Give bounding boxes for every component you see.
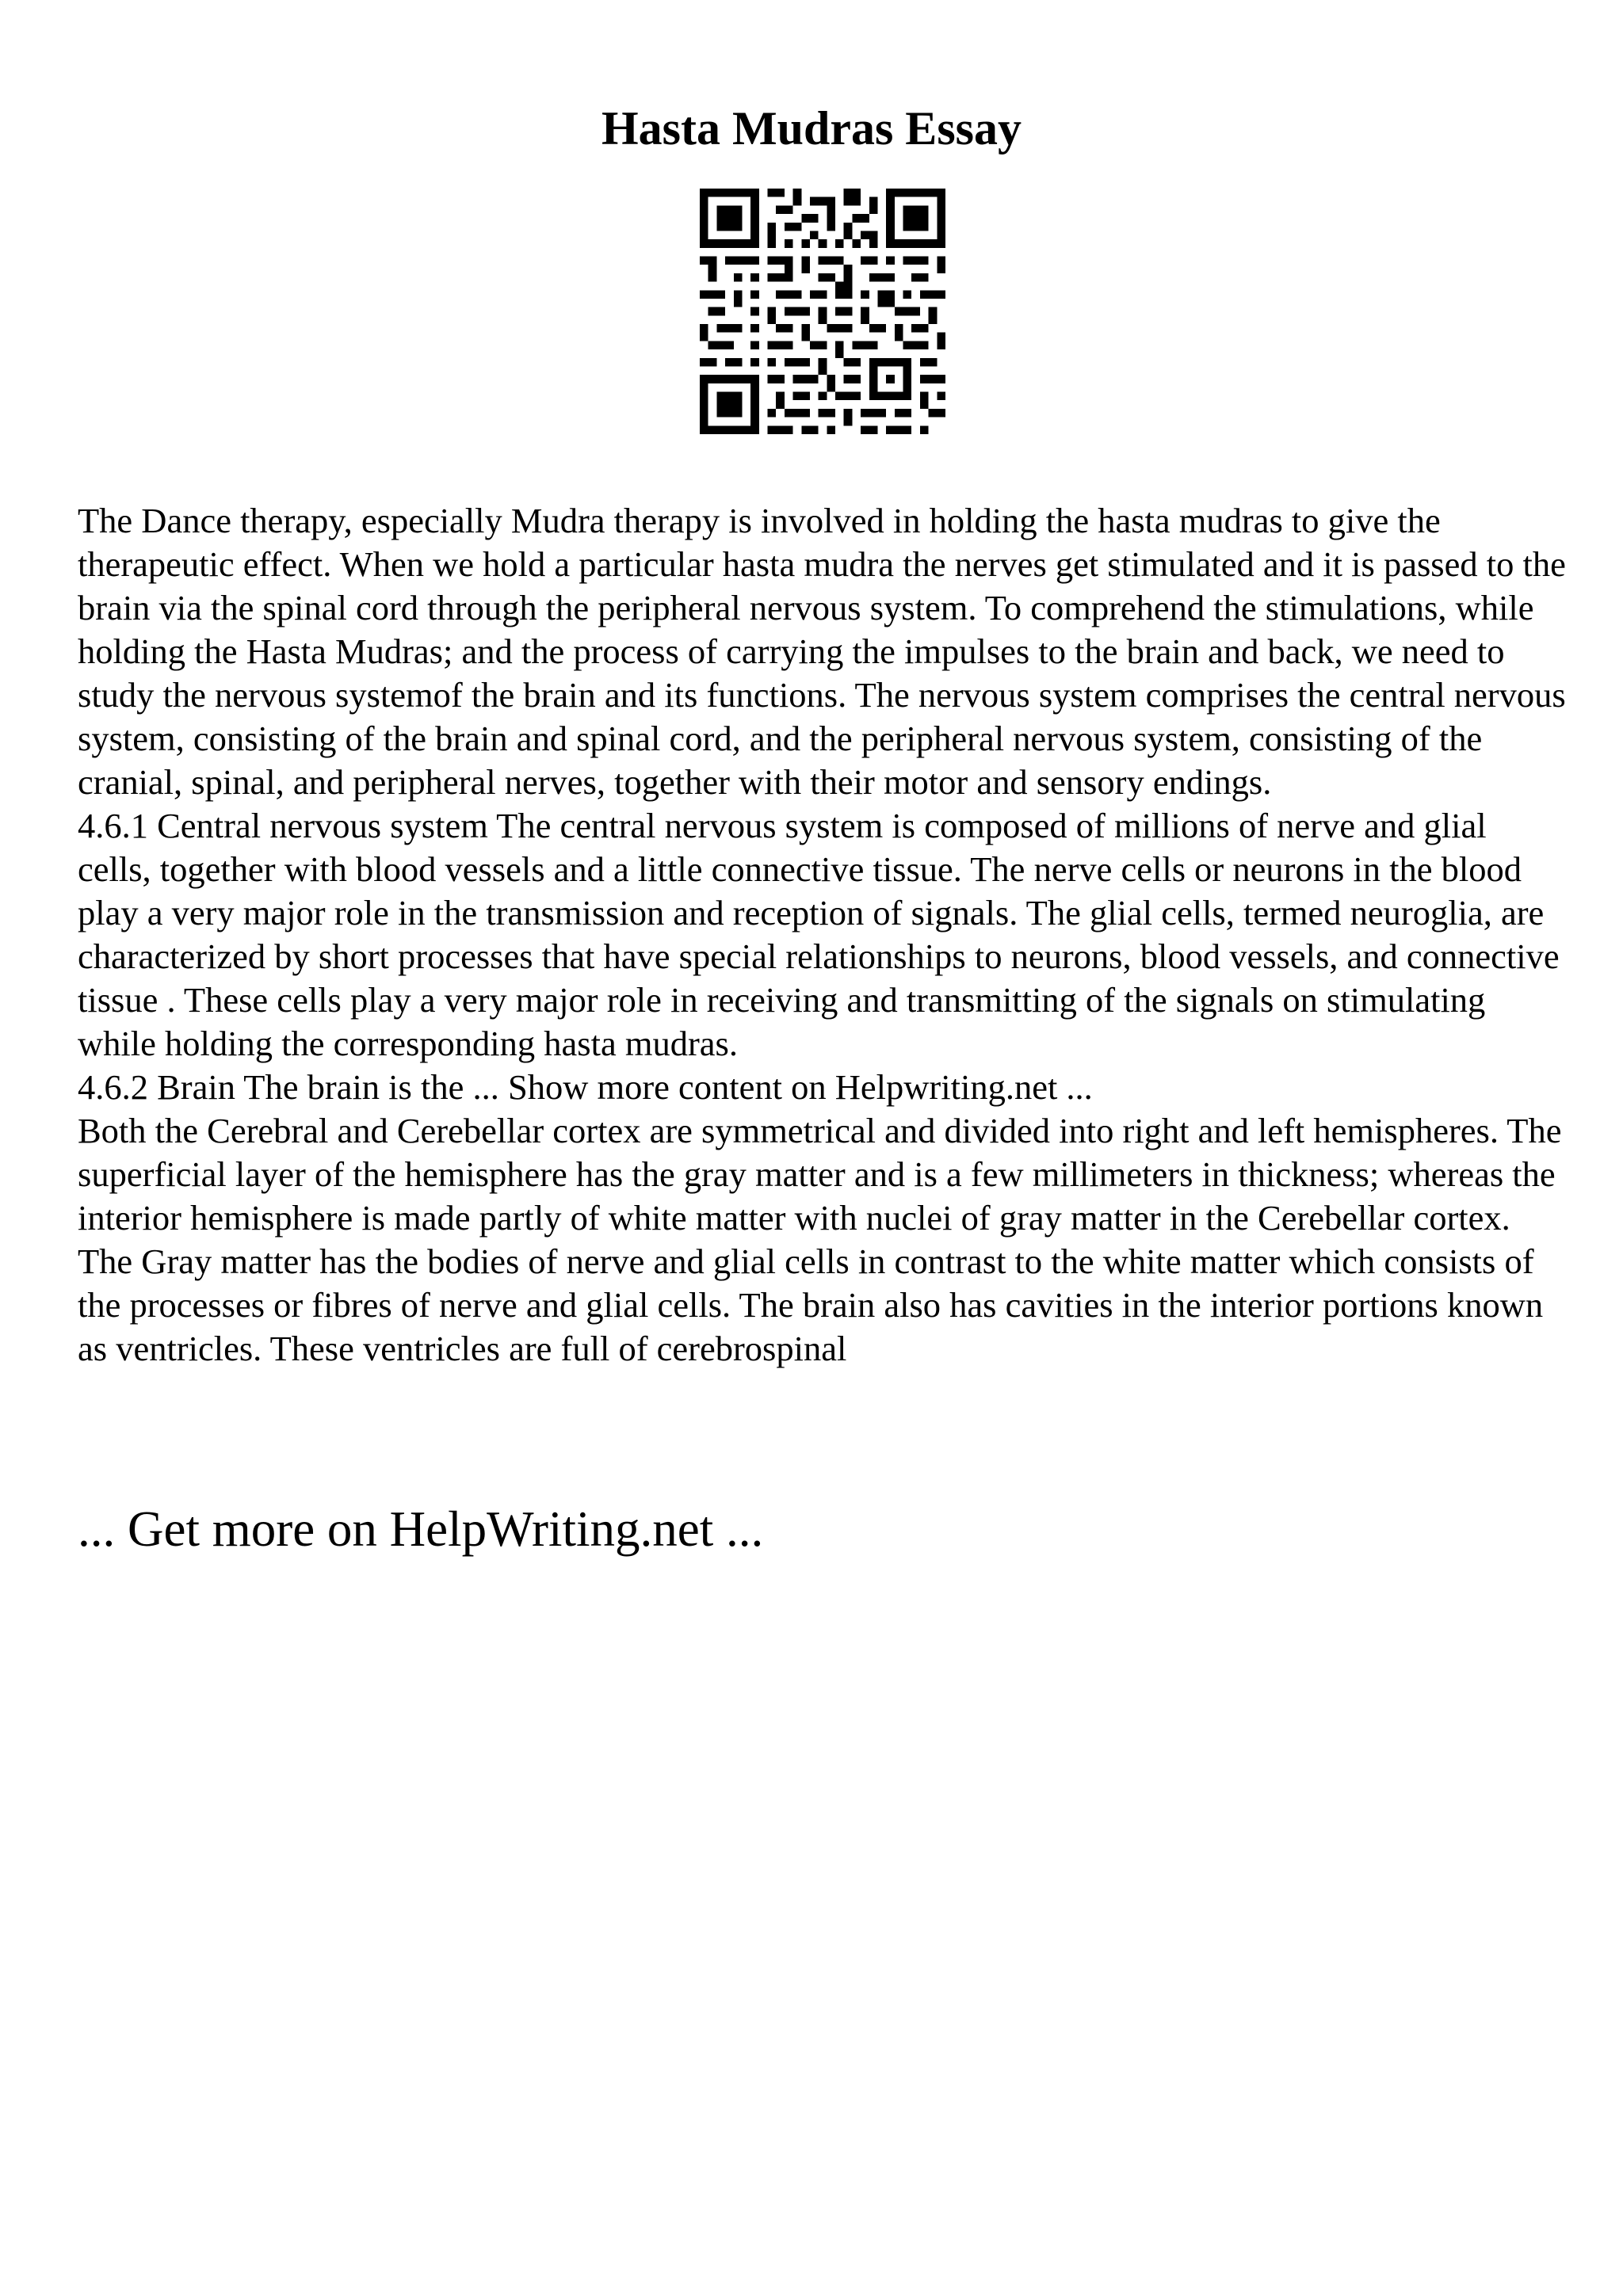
paragraph-cortex: Both the Cerebral and Cerebellar cortex are symmetrical and divided into right and left hemispheres. The superficial layer of the hemisphere has the gray matter and is a few millimeters in thickness; whereas the interior hemisphere is made partly of white matter with nuclei of gray matter in the Cerebellar cortex. The Gray matter has the bodies of nerve and glial cells in contrast to the white matter which consists of the processes or fibres of nerve and glial cells. The brain also has cavities in the interior portions known as ventricles. These ventricles are full of cerebrospinal	[78, 1111, 1562, 1368]
qr-code-icon[interactable]	[700, 189, 945, 434]
paragraph-intro: The Dance therapy, especially Mudra therapy is involved in holding the hasta mudras to give the therapeutic effect. When we hold a particular hasta mudra the nerves get stimulated and it is passed to the brain via the spinal cord through the peripheral nervous system. To comprehend the stimulations, while holding the Hasta Mudras; and the process of carrying the impulses to the brain and back, we need to study the nervous systemof the brain and its functions. The nervous system comprises the central nervous system, consisting of the brain and spinal cord, and the peripheral nervous system, consisting of the cranial, spinal, and peripheral nerves, together with their motor and sensory endings.	[78, 501, 1566, 802]
paragraph-brain-show-more: 4.6.2 Brain The brain is the ... Show more content on Helpwriting.net ...	[78, 1067, 1093, 1107]
get-more-link[interactable]: ... Get more on HelpWriting.net ...	[78, 1501, 764, 1557]
essay-body	[78, 499, 1568, 1371]
paragraph-central-nervous-system: 4.6.1 Central nervous system The central nervous system is composed of millions of nerve and glial cells, together with blood vessels and a little connective tissue. The nerve cells or neurons in the blood play a very major role in the transmission and reception of signals. The glial cells, termed neuroglia, are characterized by short processes that have special relationships to neurons, blood vessels, and connective tissue . These cells play a very major role in receiving and transmitting of the signals on stimulating while holding the corresponding hasta mudras.	[78, 806, 1560, 1063]
page-title: Hasta Mudras Essay	[601, 102, 1022, 154]
